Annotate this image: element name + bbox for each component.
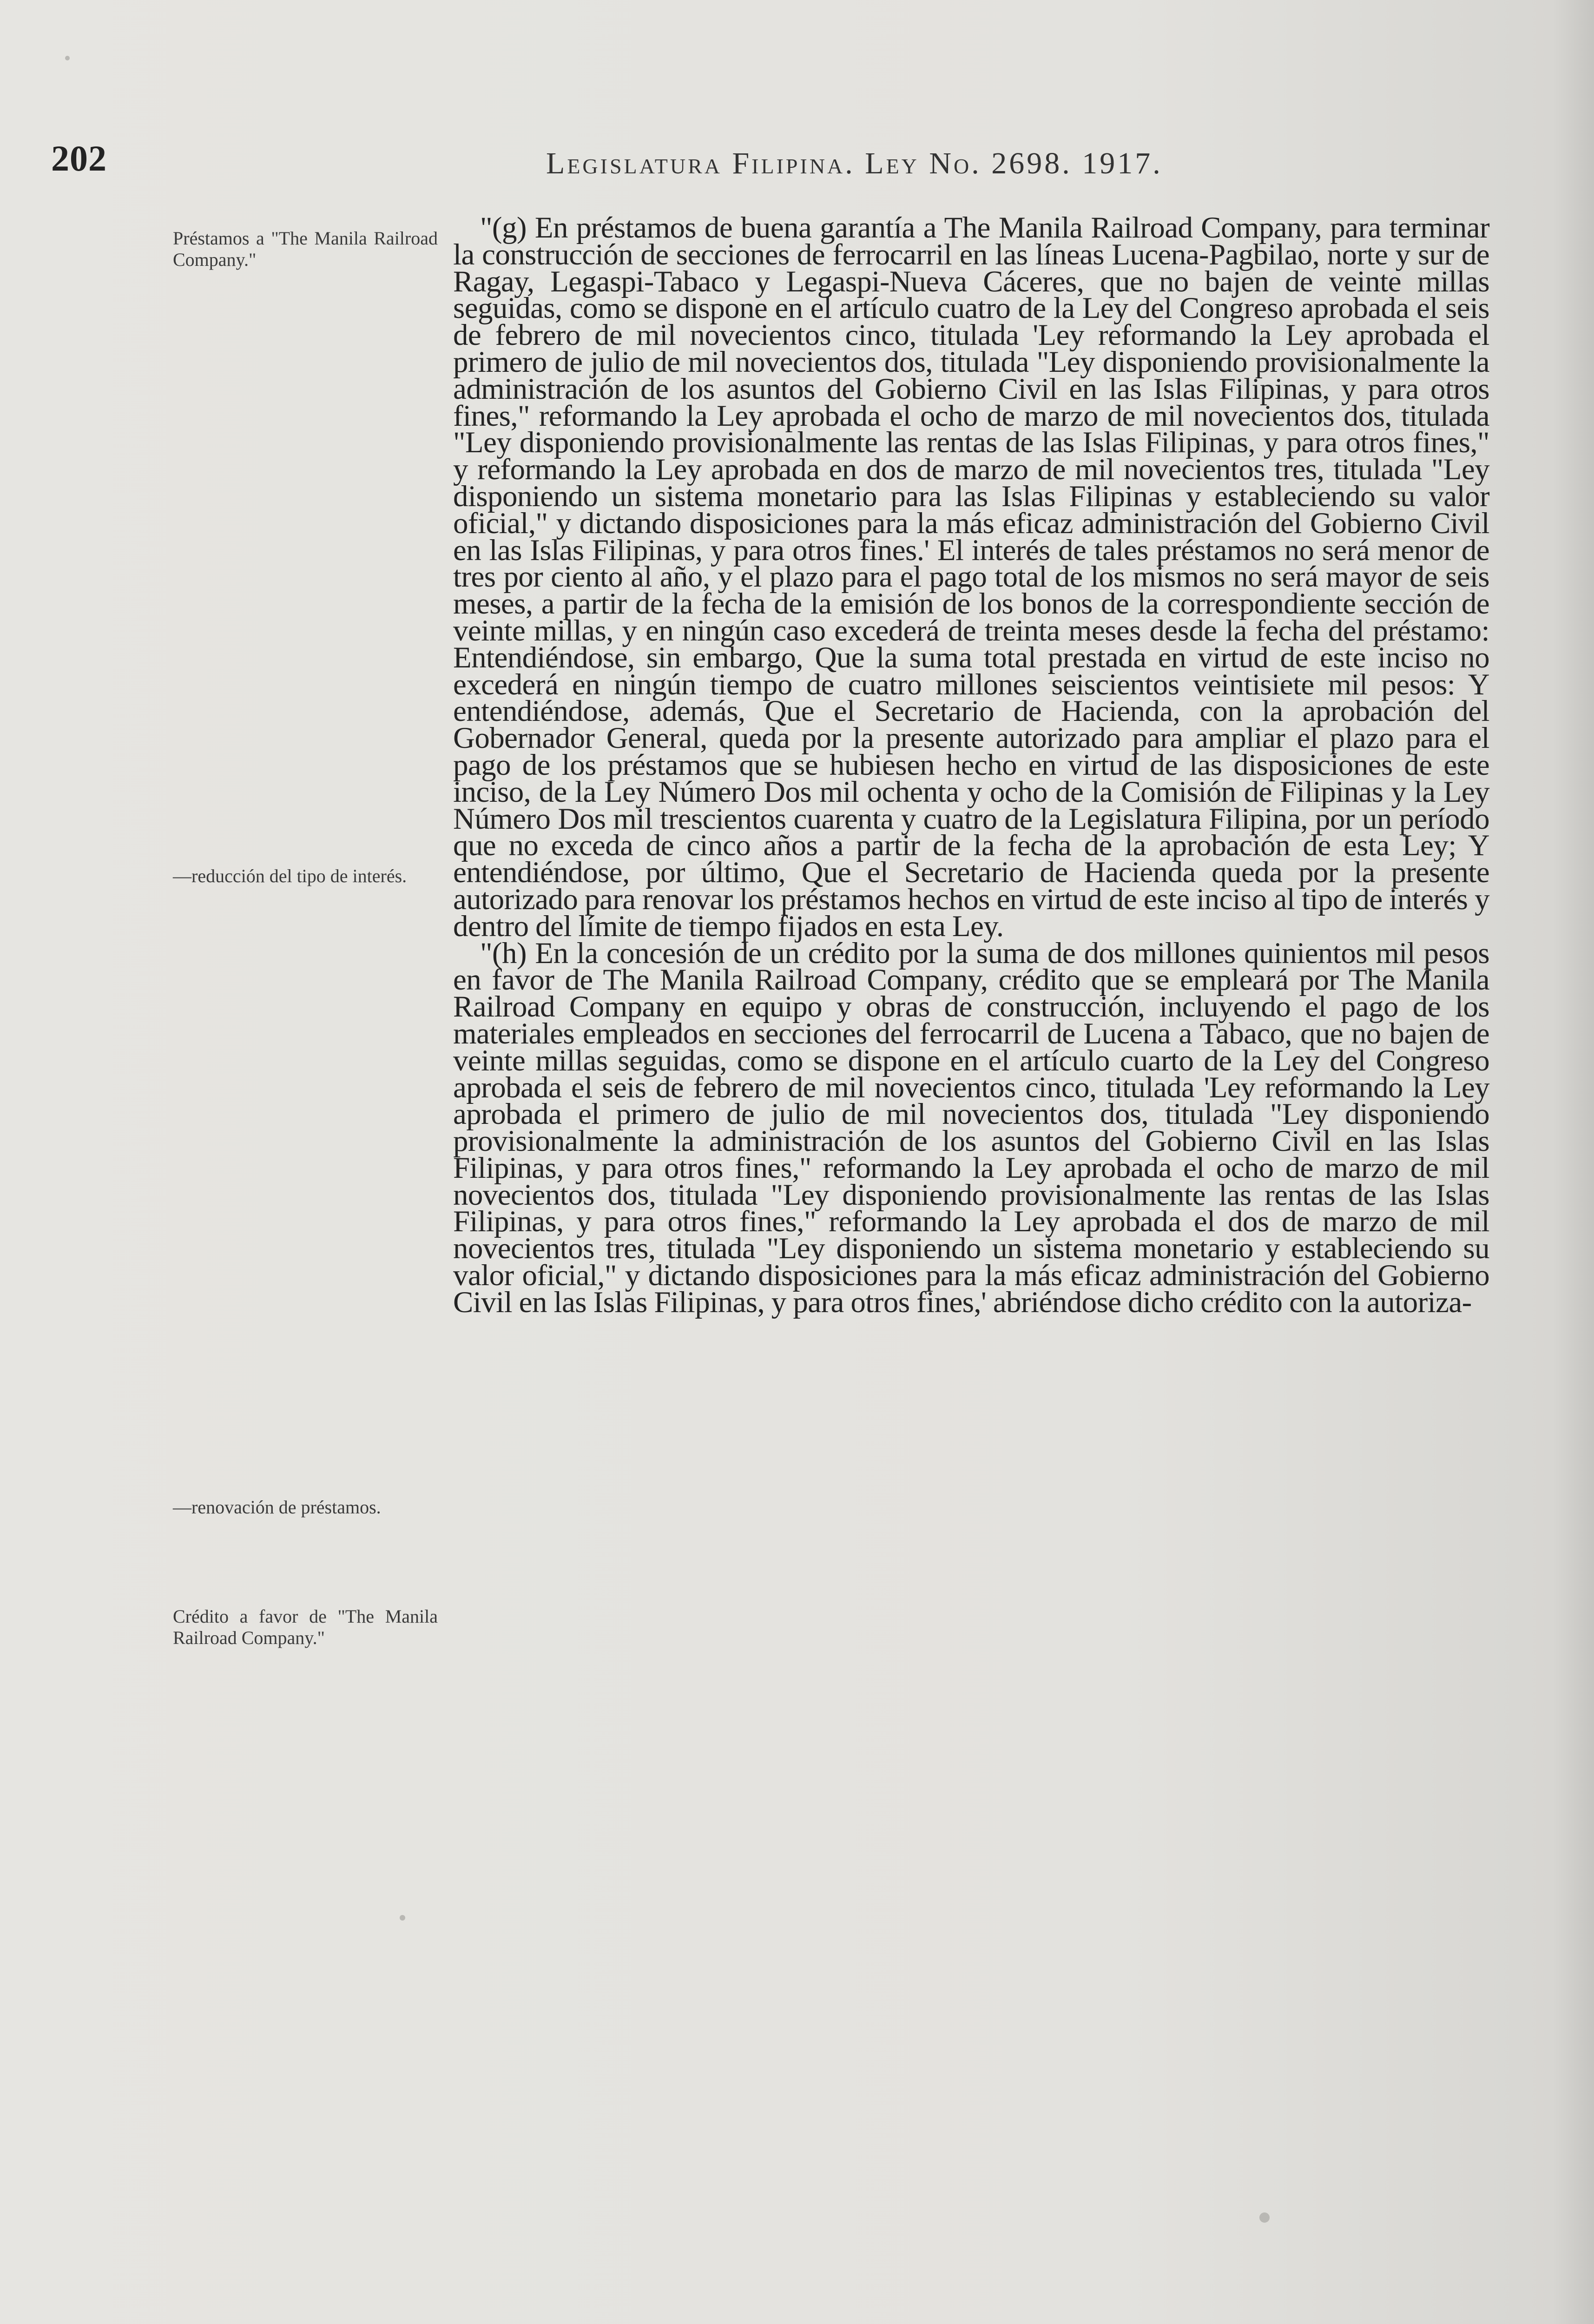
page-header xyxy=(0,138,1594,193)
running-head: Legislatura Filipina. Ley No. 2698. 1917. xyxy=(546,146,1163,180)
paper-speck xyxy=(400,1915,405,1921)
body-text xyxy=(453,211,1489,1319)
paragraph-g: "(g) En préstamos de buena garantía a The Manila Railroad Company, para terminar la construcción de secciones de ferrocarril en las líneas Lucena-Pagbilao, norte y sur de Ragay, Legaspi-Tabaco y Legaspi-Nueva Cáceres, que no bajen de veinte millas seguidas, como se dispone en el artículo cuatro de la Ley del Congreso aprobada el seis de febrero de mil novecientos cinco, titulada 'Ley reformando la Ley aprobada el primero de julio de mil novecientos dos, titulada "Ley disponiendo provisionalmente la administración de los asuntos del Gobierno Civil en las Islas Filipinas, y para otros fines," reformando la Ley aprobada el ocho de marzo de mil novecientos dos, titulada "Ley disponiendo provisionalmente las rentas de las Islas Filipinas, y para otros fines," y reformando la Ley aprobada en dos de marzo de mil novecientos tres, titulada "Ley disponiendo un sistema monetario para las Islas Filipinas y estableciendo su valor oficial," y dictando disposiciones para la más eficaz administración del Gobierno Civil en las Islas Filipinas, y para otros fines.' El interés de tales préstamos no será menor de tres por ciento al año, y el plazo para el pago total de los mismos no será mayor de seis meses, a partir de la fecha de la emisión de los bonos de la correspondiente sección de veinte millas, y en ningún caso excederá de treinta meses desde la fecha del préstamo: Entendiéndose, sin embargo, Que la suma total prestada en virtud de este inciso no excederá en ningún tiempo de cuatro millones seiscientos veintisiete mil pesos: Y entendiéndose, además, Que el Secretario de Hacienda, con la aprobación del Gobernador General, queda por la presente autorizado para ampliar el plazo para el pago de los préstamos que se hubiesen hecho en virtud de las disposiciones de este inciso, de la Ley Número Dos mil ochenta y ocho de la Comisión de Filipinas y la Ley Número Dos mil trescientos cuarenta y cuatro de la Legislatura Filipina, por un período que no exceda de cinco años a partir de la fecha de la aprobación de esta Ley; Y entendiéndose, por último, Que el Secretario de Hacienda queda por la presente autorizado para renovar los préstamos hechos en virtud de este inciso al tipo de interés y dentro del límite de tiempo fijados en esta Ley. xyxy=(453,211,1489,943)
margin-note-credit: Crédito a favor de "The Manila Railroad Company." xyxy=(173,1606,438,1648)
paper-speck xyxy=(1259,2212,1270,2223)
margin-note-loan-renewal: —renovación de préstamos. xyxy=(173,1497,381,1518)
margin-note-loans: Préstamos a "The Manila Railroad Company." xyxy=(173,228,438,270)
page-edge-shadow xyxy=(1552,0,1594,2324)
margin-note-interest-reduction: —reducción del tipo de interés. xyxy=(173,865,407,886)
page-number: 202 xyxy=(51,138,107,178)
paper-speck xyxy=(65,56,70,60)
paragraph-h: "(h) En la concesión de un crédito por la suma de dos millones quinientos mil pesos en favor de The Manila Railroad Company, crédito que se empleará por The Manila Railroad Company en equipo y obras de construcción, incluyendo el pago de los materiales empleados en secciones del ferrocarril de Lucena a Tabaco, que no bajen de veinte millas seguidas, como se dispone en el artículo cuarto de la Ley del Congreso aprobada el seis de febrero de mil novecientos cinco, titulada 'Ley reformando la Ley aprobada el primero de julio de mil novecientos dos, titulada "Ley disponiendo provisionalmente la administración de los asuntos del Gobierno Civil en las Islas Filipinas, y para otros fines," reformando la Ley aprobada el ocho de marzo de mil novecientos dos, titulada "Ley disponiendo provisionalmente las rentas de las Islas Filipinas, y para otros fines," reformando la Ley aprobada el dos de marzo de mil novecientos tres, titulada "Ley disponiendo un sistema monetario y estableciendo su valor oficial," y dictando disposiciones para la más eficaz administración del Gobierno Civil en las Islas Filipinas, y para otros fines,' abriéndose dicho crédito con la autoriza- xyxy=(453,936,1489,1319)
